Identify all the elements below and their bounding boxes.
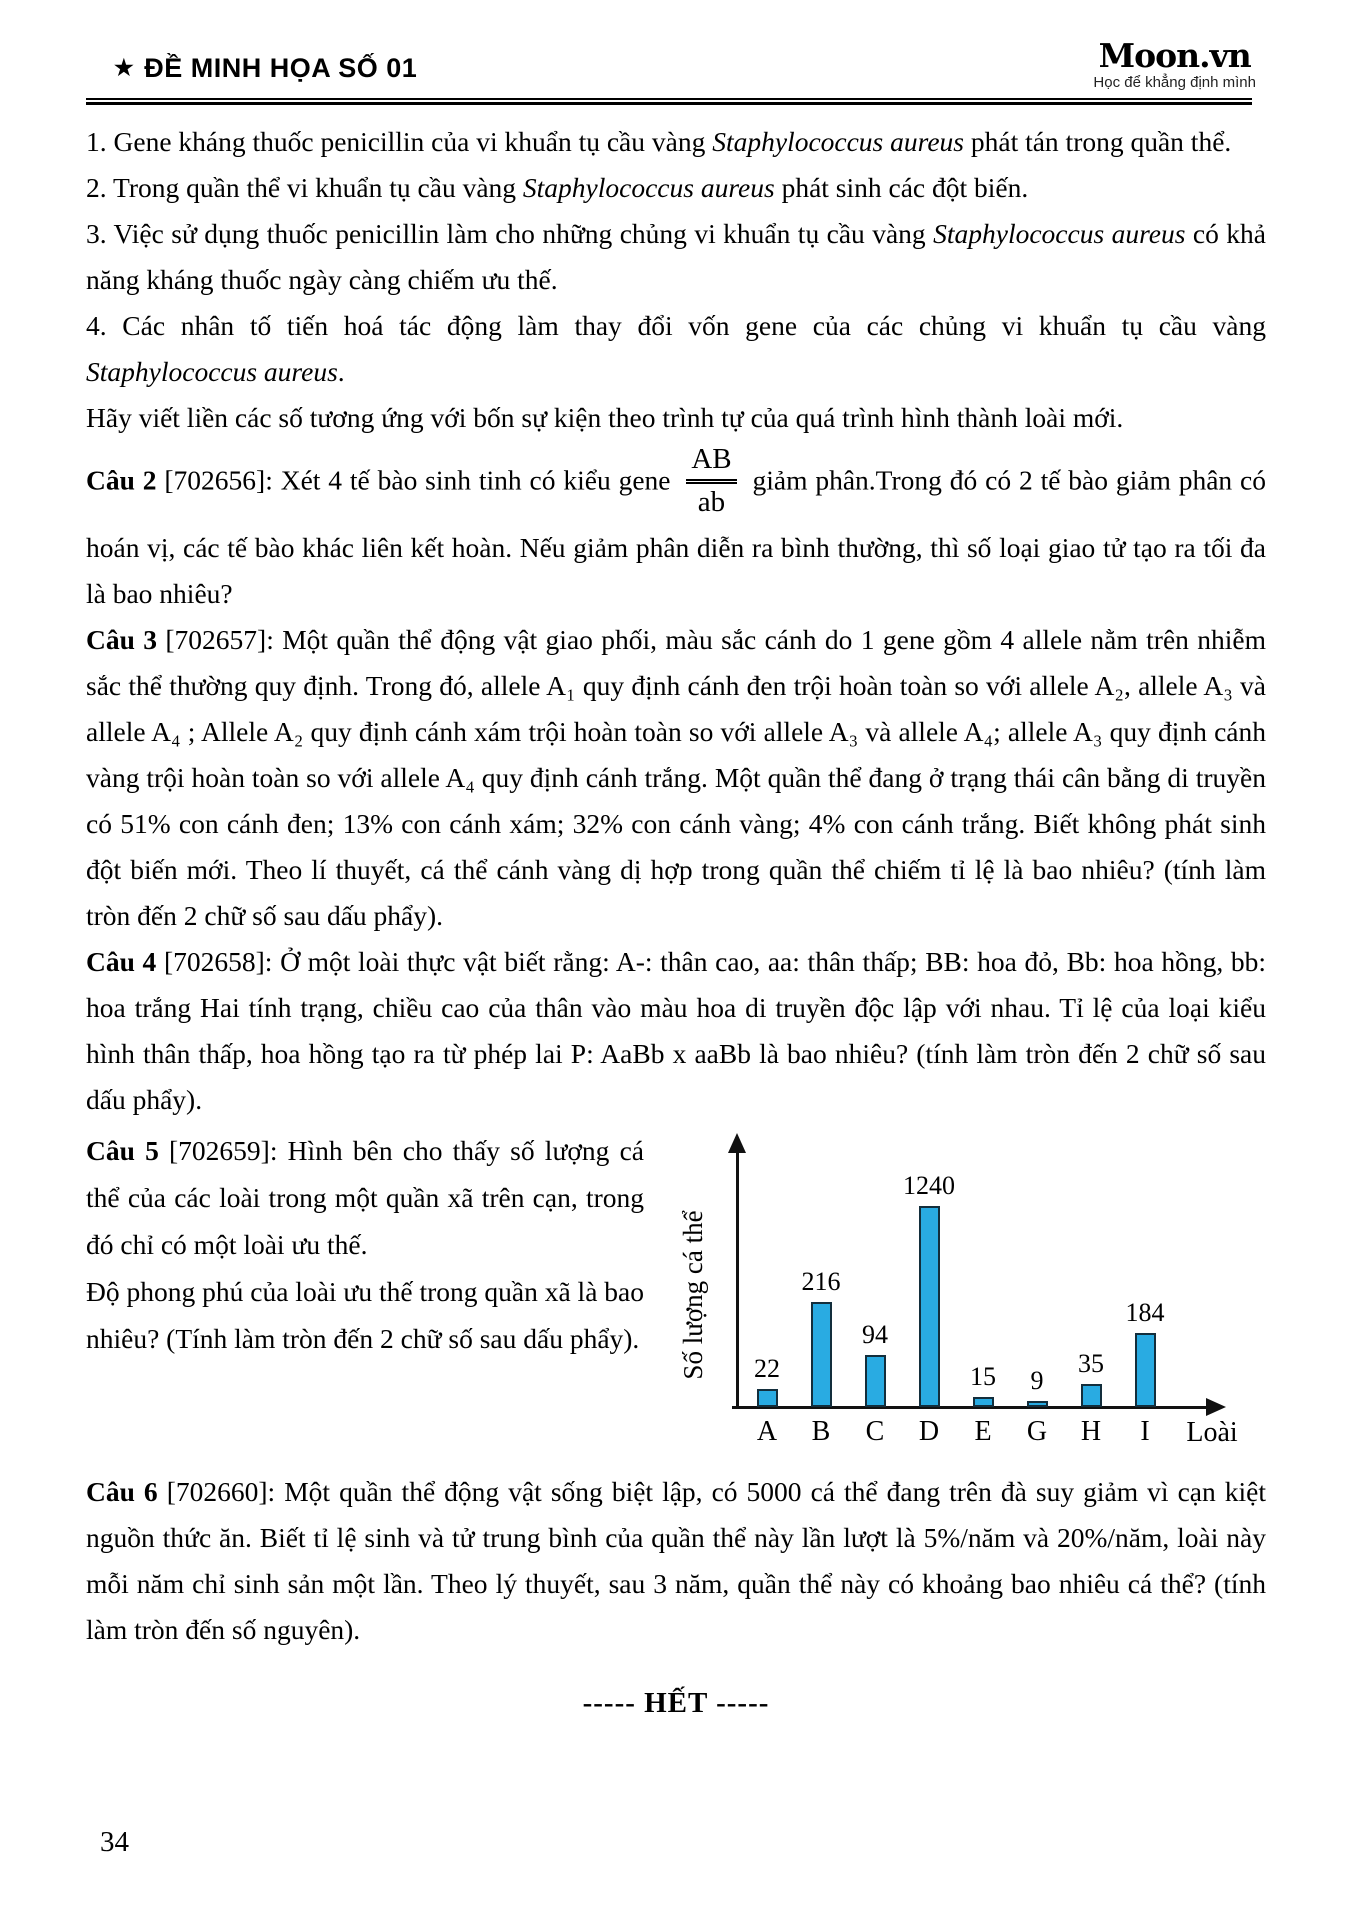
category-label-D: D — [918, 1416, 940, 1448]
category-label-I: I — [1140, 1416, 1150, 1448]
gene-fraction — [686, 443, 736, 520]
question-5-text: [702659]: Hình bên cho thấy số lượng cá thể của các loài trong một quần xã trên cạn, trong đó chỉ có một loài ưu thế. — [86, 1135, 644, 1261]
question-6-text: [702660]: Một quần thể động vật sống biệt lập, có 5000 cá thể đang trên đà suy giảm vì cạn kiệt nguồn thức ăn. Biết tỉ lệ sinh và tử trung bình của quần thể này lần lượt là 5%/năm và 20%/năm, loài này mỗi năm chỉ sinh sản một lần. Theo lý thuyết, sau 3 năm, quần thể này có khoảng bao nhiêu cá thể? (tính làm tròn đến số nguyên). — [86, 1476, 1266, 1646]
bar-I — [1135, 1333, 1156, 1407]
question-6 — [86, 1469, 1266, 1653]
event-item-2 — [86, 165, 1266, 211]
bar-chart — [670, 1127, 1266, 1459]
question-5-text2: Độ phong phú của loài ưu thế trong quần xã là bao nhiêu? (Tính làm tròn đến 2 chữ số sau dấu phẩy). — [86, 1276, 644, 1355]
bar-C — [865, 1355, 886, 1407]
question-5-section — [86, 1127, 1266, 1459]
bar-value-H: 35 — [1078, 1349, 1104, 1379]
bar-A — [757, 1389, 778, 1407]
species-name-italic: Staphylococcus aureus — [933, 217, 1186, 249]
event-item-3-text: 3. Việc sử dụng thuốc penicillin làm cho những chủng vi khuẩn tụ cầu vàng — [86, 217, 934, 249]
bar-value-A: 22 — [754, 1354, 780, 1384]
gene-fraction-bottom: ab — [697, 486, 726, 519]
bar-B — [811, 1302, 832, 1407]
question-2-pre: [702656]: Xét 4 tế bào sinh tinh có kiểu gene — [156, 464, 679, 496]
question-5-text-column — [86, 1127, 644, 1459]
species-name-italic: Staphylococcus aureus — [522, 171, 775, 203]
bar-E — [973, 1397, 994, 1407]
event-item-1-text: 1. Gene kháng thuốc penicillin của vi khuẩn tụ cầu vàng — [86, 125, 713, 157]
page-number: 34 — [100, 1826, 129, 1858]
page-title — [114, 53, 417, 92]
category-label-G: G — [1026, 1416, 1048, 1448]
event-item-4-tail: . — [337, 355, 345, 387]
bar-value-I: 184 — [1125, 1298, 1165, 1328]
chart-x-axis-label: Loài — [1186, 1417, 1238, 1449]
event-item-4-text: 4. Các nhân tố tiến hoá tác động làm thay đổi vốn gene của các chủng vi khuẩn tụ cầu vàng — [86, 309, 1266, 341]
event-item-2-tail: phát sinh các đột biến. — [774, 171, 1029, 203]
question-2-label: Câu 2 — [86, 464, 157, 496]
end-mark: ----- HẾT ----- — [582, 1687, 770, 1720]
event-item-1 — [86, 119, 1266, 165]
event-item-1-tail: phát tán trong quần thể. — [963, 125, 1232, 157]
question-6-label: Câu 6 — [86, 1476, 158, 1508]
question-2-post: giảm phân.Trong đó có 2 tế bào giảm phân có hoán vị, các tế bào khác liên kết hoàn. Nếu giảm phân diễn ra bình thường, thì số loại giao tử tạo ra tối đa là bao nhiêu? — [86, 464, 1266, 610]
event-item-3-tail: có khả năng kháng thuốc ngày càng chiếm ưu thế. — [86, 217, 1266, 295]
brand-logo: Moon.vn — [1098, 36, 1251, 75]
bar-value-D: 1240 — [903, 1171, 955, 1201]
question-5-label: Câu 5 — [86, 1135, 159, 1167]
question-5 — [86, 1127, 644, 1268]
question-5-part2 — [86, 1268, 644, 1362]
bar-value-E: 15 — [970, 1362, 996, 1392]
star-icon: ★ — [114, 55, 135, 81]
y-axis-arrow-icon — [728, 1133, 746, 1153]
event-item-2-text: 2. Trong quần thể vi khuẩn tụ cầu vàng — [86, 171, 523, 203]
page-title-text: ĐỀ MINH HỌA SỐ 01 — [144, 52, 418, 83]
x-axis-arrow-icon — [1206, 1398, 1226, 1416]
brand-tagline: Học để khẳng định mình — [1093, 74, 1256, 92]
category-label-A: A — [756, 1416, 778, 1448]
brand-block — [1093, 38, 1256, 92]
bar-H — [1081, 1384, 1102, 1407]
category-label-C: C — [865, 1416, 885, 1448]
category-label-B: B — [811, 1416, 831, 1448]
question-3-text: [702657]: Một quần thể động vật giao phối, màu sắc cánh do 1 gene gồm 4 allele nằm trên nhiễm sắc thể thường quy định. Trong đó, allele A₁ quy định cánh đen trội hoàn toàn so với allele A₂, allele A₃ và allele A₄ ; Allele A₂ quy định cánh xám trội hoàn toàn so với allele A₃ và allele A₄; allele A₃ quy định cánh vàng trội hoàn toàn so với allele A₄ quy định cánh trắng. Một quần thể đang ở trạng thái cân bằng di truyền có 51% con cánh đen; 13% con cánh xám; 32% con cánh vàng; 4% con cánh trắng. Biết không phát sinh đột biến mới. Theo lí thuyết, cá thể cánh vàng dị hợp trong quần thể chiếm tỉ lệ là bao nhiêu? (tính làm tròn đến 2 chữ số sau dấu phẩy). — [86, 624, 1267, 932]
gene-fraction-top: AB — [686, 443, 736, 484]
species-name-italic: Staphylococcus aureus — [86, 355, 338, 387]
question-2 — [86, 441, 1266, 618]
category-label-E: E — [974, 1416, 992, 1448]
chart-y-axis-label: Số lượng cá thể — [678, 1210, 708, 1381]
category-label-H: H — [1080, 1416, 1102, 1448]
instruction-text: Hãy viết liền các số tương ứng với bốn sự kiện theo trình tự của quá trình hình thành loài mới. — [86, 401, 1124, 433]
bar-value-G: 9 — [1030, 1366, 1044, 1396]
species-name-italic: Staphylococcus aureus — [712, 125, 964, 157]
event-item-4 — [86, 303, 1266, 395]
bar-value-C: 94 — [862, 1320, 888, 1350]
bar-G — [1027, 1401, 1048, 1407]
question-4-text: [702658]: Ở một loài thực vật biết rằng: A-: thân cao, aa: thân thấp; BB: hoa đỏ, Bb: hoa hồng, bb: hoa trắng Hai tính trạng, chiều cao của thân vào màu hoa di truyền độc lập với nhau. Tỉ lệ của loại kiểu hình thân thấp, hoa hồng tạo ra từ phép lai P: AaBb x aaBb là bao nhiêu? (tính làm tròn đến 2 chữ số sau dấu phẩy). — [86, 946, 1266, 1116]
question-4 — [86, 939, 1266, 1123]
event-item-3 — [86, 211, 1266, 303]
page-header — [86, 38, 1266, 98]
instruction-line — [86, 395, 1266, 441]
question-3-label: Câu 3 — [86, 624, 158, 656]
bar-value-B: 216 — [801, 1267, 841, 1297]
question-3 — [86, 617, 1266, 939]
question-4-label: Câu 4 — [86, 946, 157, 978]
header-rule — [86, 98, 1252, 105]
